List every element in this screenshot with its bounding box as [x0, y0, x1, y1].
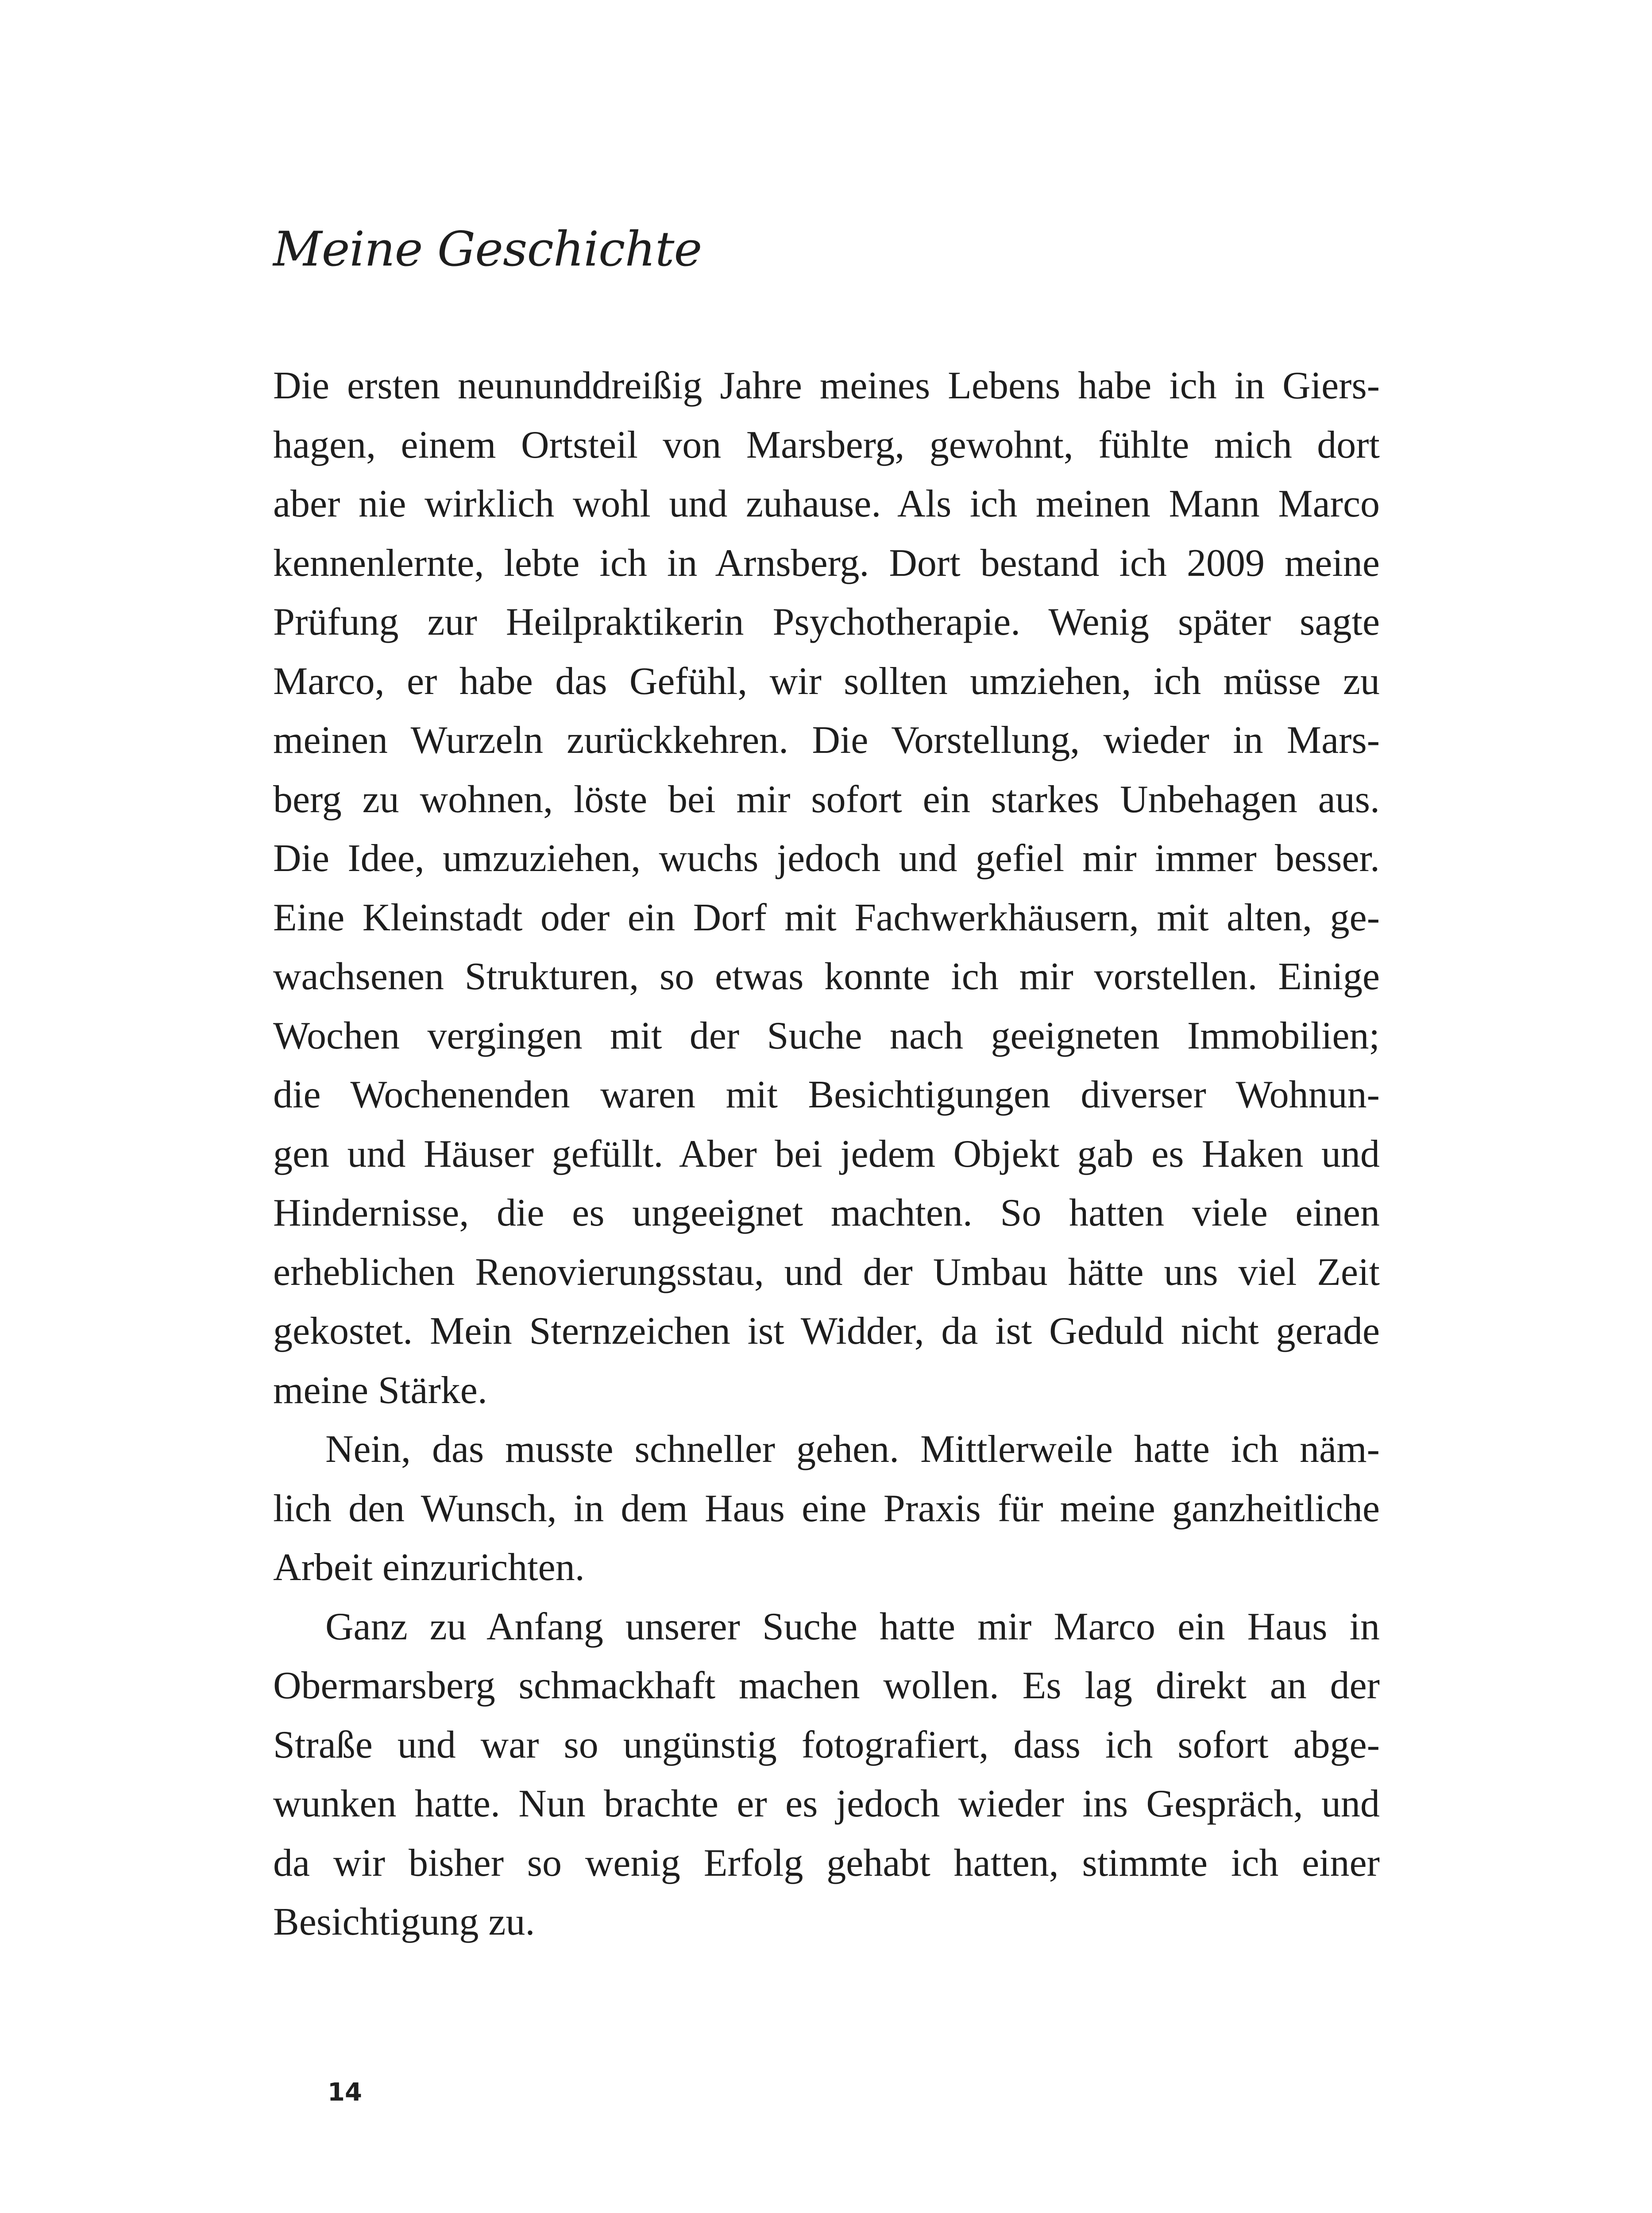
text-line: Hindernisse, die es ungeeignet machten. So hatten viele einen: [273, 1191, 1380, 1234]
text-line: wunken hatte. Nun brachte er es jedoch wieder ins Gespräch, und: [273, 1782, 1380, 1825]
text-line: meine Stärke.: [273, 1369, 487, 1412]
body-text: [273, 356, 1380, 1952]
text-line: Obermarsberg schmackhaft machen wollen. Es lag direkt an der: [273, 1664, 1380, 1707]
text-line: Straße und war so ungünstig fotografiert, dass ich sofort abge-: [273, 1723, 1380, 1766]
text-line: Ganz zu Anfang unserer Suche hatte mir Marco ein Haus in: [325, 1605, 1380, 1648]
text-line: Arbeit einzurichten.: [273, 1546, 585, 1589]
text-line: die Wochenenden waren mit Besichtigungen diverser Wohnun-: [273, 1073, 1380, 1116]
text-line: Prüfung zur Heilpraktikerin Psychotherapie. Wenig später sagte: [273, 601, 1380, 644]
text-line: da wir bisher so wenig Erfolg gehabt hatten, stimmte ich einer: [273, 1841, 1380, 1885]
text-line: Marco, er habe das Gefühl, wir sollten umziehen, ich müsse zu: [273, 659, 1380, 703]
text-line: berg zu wohnen, löste bei mir sofort ein starkes Unbehagen aus.: [273, 778, 1380, 821]
page-number: 14: [328, 2078, 362, 2107]
text-line: Besichtigung zu.: [273, 1901, 535, 1943]
text-line: Nein, das musste schneller gehen. Mittlerweile hatte ich näm-: [325, 1428, 1380, 1471]
text-line: hagen, einem Ortsteil von Marsberg, gewohnt, fühlte mich dort: [273, 423, 1380, 467]
text-line: Die Idee, umzuziehen, wuchs jedoch und gefiel mir immer besser.: [273, 837, 1380, 880]
text-line: lich den Wunsch, in dem Haus eine Praxis für meine ganzheitliche: [273, 1487, 1380, 1530]
text-line: gen und Häuser gefüllt. Aber bei jedem Objekt gab es Haken und: [273, 1132, 1380, 1176]
text-line: Wochen vergingen mit der Suche nach geeigneten Immobilien;: [273, 1014, 1380, 1057]
text-line: Eine Kleinstadt oder ein Dorf mit Fachwerkhäusern, mit alten, ge-: [273, 896, 1380, 939]
text-line: aber nie wirklich wohl und zuhause. Als ich meinen Mann Marco: [273, 482, 1380, 525]
text-line: wachsenen Strukturen, so etwas konnte ich mir vorstellen. Einige: [273, 955, 1380, 998]
text-line: Die ersten neununddreißig Jahre meines Lebens habe ich in Giers-: [273, 364, 1380, 407]
text-line: gekostet. Mein Sternzeichen ist Widder, da ist Geduld nicht gerade: [273, 1310, 1380, 1353]
text-line: erheblichen Renovierungsstau, und der Umbau hätte uns viel Zeit: [273, 1250, 1380, 1294]
text-line: meinen Wurzeln zurückkehren. Die Vorstellung, wieder in Mars-: [273, 719, 1380, 762]
chapter-title: Meine Geschichte: [273, 222, 702, 277]
text-line: kennenlernte, lebte ich in Arnsberg. Dort bestand ich 2009 meine: [273, 541, 1380, 585]
